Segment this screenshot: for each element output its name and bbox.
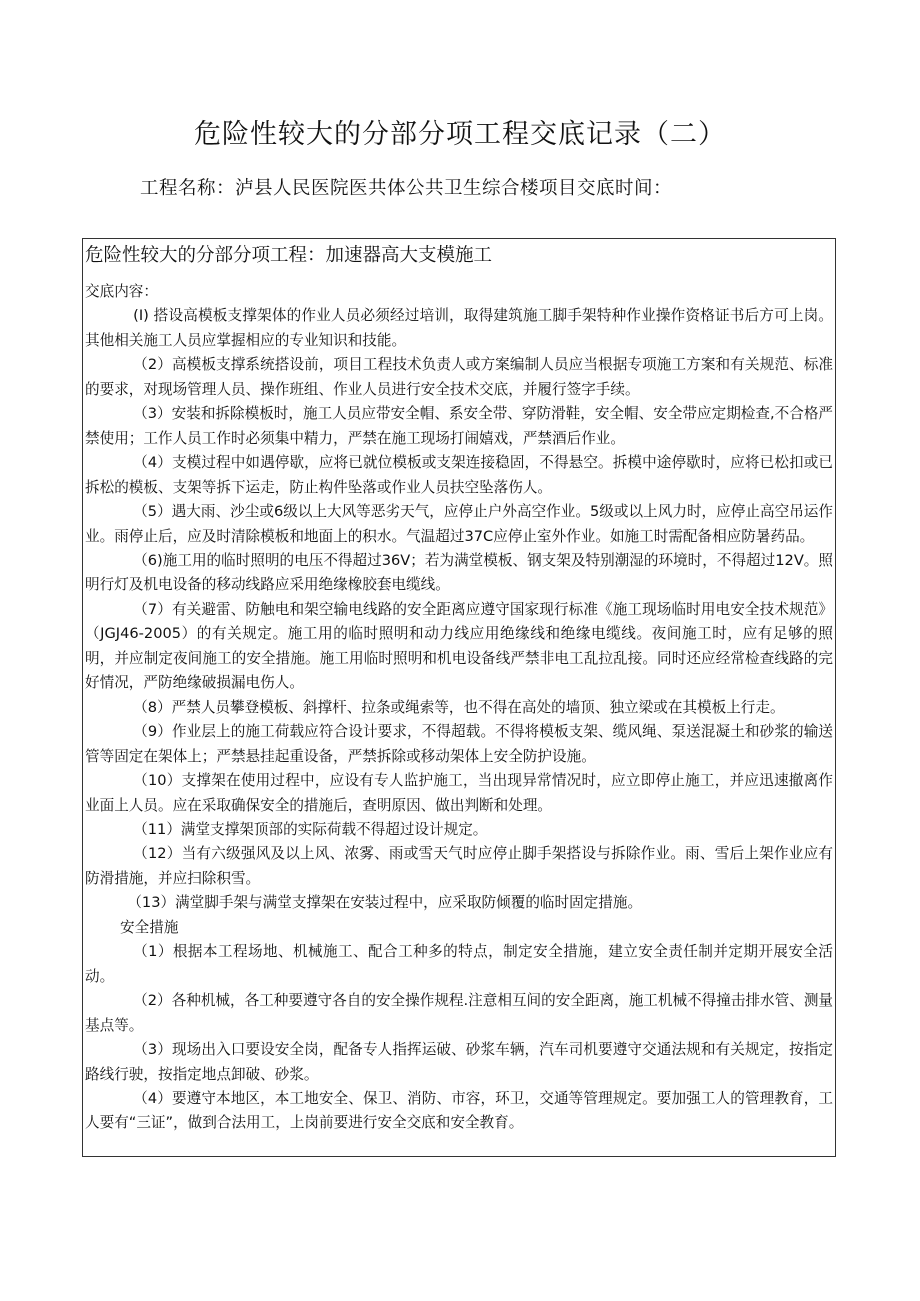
- safety-item: （3）现场出入口要设安全岗，配备专人指挥运破、砂浆车辆，汽车司机要遵守交通法规和有关规定，按指定路线行驶，按指定地点卸破、砂浆。: [85, 1041, 833, 1083]
- content-item: （3）安装和拆除模板时，施工人员应带安全帽、系安全带、穿防滑鞋，安全帽、安全带应定期检查,不合格严禁使用；工作人员工作时必须集中精力，严禁在施工现场打闹嬉戏，严禁酒后作业。: [85, 405, 834, 447]
- content-item: （10）支撑架在使用过程中，应设有专人监护施工，当出现异常情况时，应立即停止施工，并应迅速撤离作业面上人员。应在采取确保安全的措施后，查明原因、做出判断和处理。: [85, 772, 833, 814]
- content-item: （7）有关避雷、防触电和架空输电线路的安全距离应遵守国家现行标准《施工现场临时用电安全技术规范》（JGJ46-2005）的有关规定。施工用的临时照明和动力线应用绝缘线和绝缘电缆线。夜间施工时，应有足够的照明，并应制定夜间施工的安全措施。施工用临时照明和机电设备线严禁非电工乱拉乱接。同时还应经常检查线路的完好情况，严防绝缘破损漏电伤人。: [85, 600, 833, 692]
- content-item: （6)施工用的临时照明的电压不得超过36V；若为满堂模板、钢支架及特别潮湿的环境时，不得超过12V。照明行灯及机电设备的移动线路应采用绝缘橡胶套电缆线。: [85, 551, 833, 594]
- project-name-line: 工程名称：泸县人民医院医共体公共卫生综合楼项目交底时间：: [140, 178, 673, 199]
- content-item: （11）满堂支撑架顶部的实际荷载不得超过设计规定。: [133, 820, 488, 838]
- safety-item: （1）根据本工程场地、机械施工、配合工种多的特点，制定安全措施，建立安全责任制并定期开展安全活动。: [85, 943, 833, 985]
- content-item: （4）支模过程中如遇停歇，应将已就位模板或支架连接稳固，不得悬空。拆模中途停歇时，应将已松扣或已拆松的模板、支架等拆下运走，防止构件坠落或作业人员扶空坠落伤人。: [85, 454, 833, 496]
- content-item: （5）遇大雨、沙尘或6级以上大风等恶劣天气，应停止户外高空作业。5级或以上风力时，应停止高空吊运作业。雨停止后，应及时清除模板和地面上的积水。气温超过37C应停止室外作业。如施工时需配备相应防暑药品。: [85, 503, 833, 545]
- content-item: （12）当有六级强风及以上风、浓雾、雨或雪天气时应停止脚手架搭设与拆除作业。雨、雪后上架作业应有防滑措施，并应扫除积雪。: [85, 845, 833, 887]
- content-item: （2）高模板支撑系统搭设前，项目工程技术负责人或方案编制人员应当根据专项施工方案和有关规范、标准的要求，对现场管理人员、操作班组、作业人员进行安全技术交底，并履行签字手续。: [85, 356, 833, 398]
- content-label: 交底内容：: [85, 283, 158, 300]
- safety-item: （4）要遵守本地区，本工地安全、保卫、消防、市容，环卫，交通等管理规定。要加强工人的管理教育，工人要有“三证”，做到合法用工，上岗前要进行安全交底和安全教育。: [85, 1089, 833, 1132]
- safety-label: 安全措施: [120, 918, 179, 936]
- content-item: (I) 搭设高模板支撑架体的作业人员必须经过培训，取得建筑施工脚手架特种作业操作资格证书后方可上岗。其他相关施工人员应掌握相应的专业知识和技能。: [85, 307, 833, 349]
- disclosure-content: [85, 280, 833, 1136]
- content-item: （13）满堂脚手架与满堂支撑架在安装过程中，应采取防倾覆的临时固定措施。: [127, 894, 643, 912]
- disclosure-table: [82, 238, 836, 1157]
- safety-item: （2）各种机械，各工种要遵守各自的安全操作规程.注意相互间的安全距离，施工机械不得撞击排水管、测量基点等。: [85, 992, 834, 1034]
- content-item: （9）作业层上的施工荷载应符合设计要求，不得超载。不得将模板支架、缆风绳、泵送混凝土和砂浆的输送管等固定在架体上；严禁悬挂起重设备，严禁拆除或移动架体上安全防护设施。: [85, 723, 833, 765]
- document-title: 危险性较大的分部分项工程交底记录（二）: [194, 119, 726, 150]
- project-header: 危险性较大的分部分项工程：加速器高大支模施工: [85, 245, 493, 266]
- content-item: （8）严禁人员攀登模板、斜撑杆、拉条或绳索等，也不得在高处的墙顶、独立梁或在其模板上行走。: [133, 698, 785, 716]
